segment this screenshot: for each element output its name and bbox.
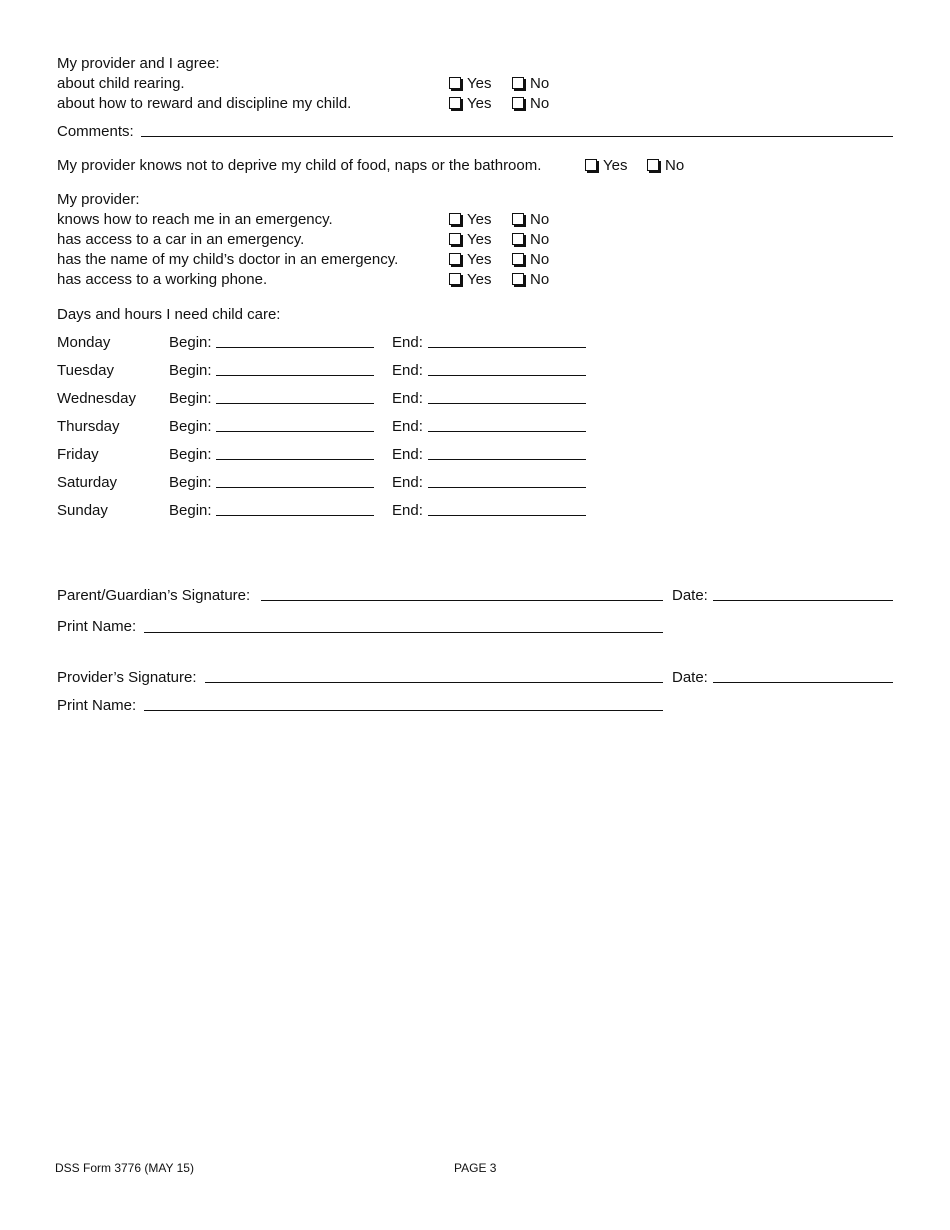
provider-date-label: Date:	[672, 669, 708, 686]
checkbox-icon	[512, 213, 524, 225]
begin-field-tuesday[interactable]	[216, 375, 374, 376]
deprive-yes[interactable]: Yes	[585, 157, 627, 174]
begin-field-sunday[interactable]	[216, 515, 374, 516]
end-field-thursday[interactable]	[428, 431, 586, 432]
parent-date-field[interactable]	[713, 600, 893, 601]
end-label: End:	[392, 362, 423, 379]
checkbox-icon	[512, 233, 524, 245]
checkbox-icon	[512, 253, 524, 265]
checkbox-icon	[647, 159, 659, 171]
checkbox-icon	[449, 77, 461, 89]
provider-signature-label: Provider’s Signature:	[57, 669, 197, 686]
begin-label: Begin:	[169, 502, 212, 519]
checkbox-icon	[512, 273, 524, 285]
parent-print-name-label: Print Name:	[57, 618, 137, 635]
form-id: DSS Form 3776 (MAY 15)	[55, 1161, 194, 1175]
comments-field[interactable]	[141, 136, 893, 137]
end-field-saturday[interactable]	[428, 487, 586, 488]
day-label: Sunday	[57, 502, 108, 519]
provider-item-car: has access to a car in an emergency.	[57, 231, 305, 248]
begin-label: Begin:	[169, 446, 212, 463]
agree-item-discipline: about how to reward and discipline my child.	[57, 95, 352, 112]
parent-print-name-field[interactable]	[144, 632, 663, 633]
begin-label: Begin:	[169, 334, 212, 351]
end-label: End:	[392, 474, 423, 491]
parent-signature-field[interactable]	[261, 600, 663, 601]
begin-field-saturday[interactable]	[216, 487, 374, 488]
begin-label: Begin:	[169, 390, 212, 407]
provider-doctor-yes[interactable]: Yes	[449, 251, 491, 268]
checkbox-icon	[449, 253, 461, 265]
end-field-wednesday[interactable]	[428, 403, 586, 404]
provider-reach-no[interactable]: No	[512, 211, 549, 228]
day-label: Monday	[57, 334, 111, 351]
begin-field-wednesday[interactable]	[216, 403, 374, 404]
parent-signature-label: Parent/Guardian’s Signature:	[57, 587, 251, 604]
day-label: Friday	[57, 446, 99, 463]
provider-date-field[interactable]	[713, 682, 893, 683]
deprive-no[interactable]: No	[647, 157, 684, 174]
provider-car-no[interactable]: No	[512, 231, 549, 248]
agree-child-rearing-no[interactable]: No	[512, 75, 549, 92]
schedule-heading: Days and hours I need child care:	[57, 306, 281, 323]
agree-heading: My provider and I agree:	[57, 55, 220, 72]
end-label: End:	[392, 418, 423, 435]
agree-item-child-rearing: about child rearing.	[57, 75, 185, 92]
begin-field-friday[interactable]	[216, 459, 374, 460]
provider-print-name-label: Print Name:	[57, 697, 137, 714]
provider-item-reach: knows how to reach me in an emergency.	[57, 211, 333, 228]
checkbox-icon	[449, 213, 461, 225]
begin-label: Begin:	[169, 418, 212, 435]
provider-car-yes[interactable]: Yes	[449, 231, 491, 248]
begin-label: Begin:	[169, 474, 212, 491]
agree-discipline-no[interactable]: No	[512, 95, 549, 112]
day-label: Tuesday	[57, 362, 114, 379]
provider-doctor-no[interactable]: No	[512, 251, 549, 268]
end-label: End:	[392, 334, 423, 351]
agree-child-rearing-yes[interactable]: Yes	[449, 75, 491, 92]
end-label: End:	[392, 502, 423, 519]
day-label: Wednesday	[57, 390, 136, 407]
end-field-monday[interactable]	[428, 347, 586, 348]
checkbox-icon	[585, 159, 597, 171]
page-number: PAGE 3	[454, 1161, 497, 1175]
end-label: End:	[392, 390, 423, 407]
provider-item-doctor: has the name of my child’s doctor in an emergency.	[57, 251, 399, 268]
provider-signature-field[interactable]	[205, 682, 663, 683]
day-label: Saturday	[57, 474, 118, 491]
checkbox-icon	[512, 97, 524, 109]
provider-phone-no[interactable]: No	[512, 271, 549, 288]
end-field-friday[interactable]	[428, 459, 586, 460]
end-label: End:	[392, 446, 423, 463]
provider-phone-yes[interactable]: Yes	[449, 271, 491, 288]
day-label: Thursday	[57, 418, 120, 435]
end-field-tuesday[interactable]	[428, 375, 586, 376]
checkbox-icon	[449, 273, 461, 285]
begin-label: Begin:	[169, 362, 212, 379]
deprive-question: My provider knows not to deprive my child of food, naps or the bathroom.	[57, 157, 542, 174]
end-field-sunday[interactable]	[428, 515, 586, 516]
checkbox-icon	[449, 233, 461, 245]
provider-item-phone: has access to a working phone.	[57, 271, 268, 288]
checkbox-icon	[449, 97, 461, 109]
provider-heading: My provider:	[57, 191, 140, 208]
provider-print-name-field[interactable]	[144, 710, 663, 711]
comments-label: Comments:	[57, 123, 134, 140]
parent-date-label: Date:	[672, 587, 708, 604]
agree-discipline-yes[interactable]: Yes	[449, 95, 491, 112]
begin-field-monday[interactable]	[216, 347, 374, 348]
begin-field-thursday[interactable]	[216, 431, 374, 432]
provider-reach-yes[interactable]: Yes	[449, 211, 491, 228]
checkbox-icon	[512, 77, 524, 89]
